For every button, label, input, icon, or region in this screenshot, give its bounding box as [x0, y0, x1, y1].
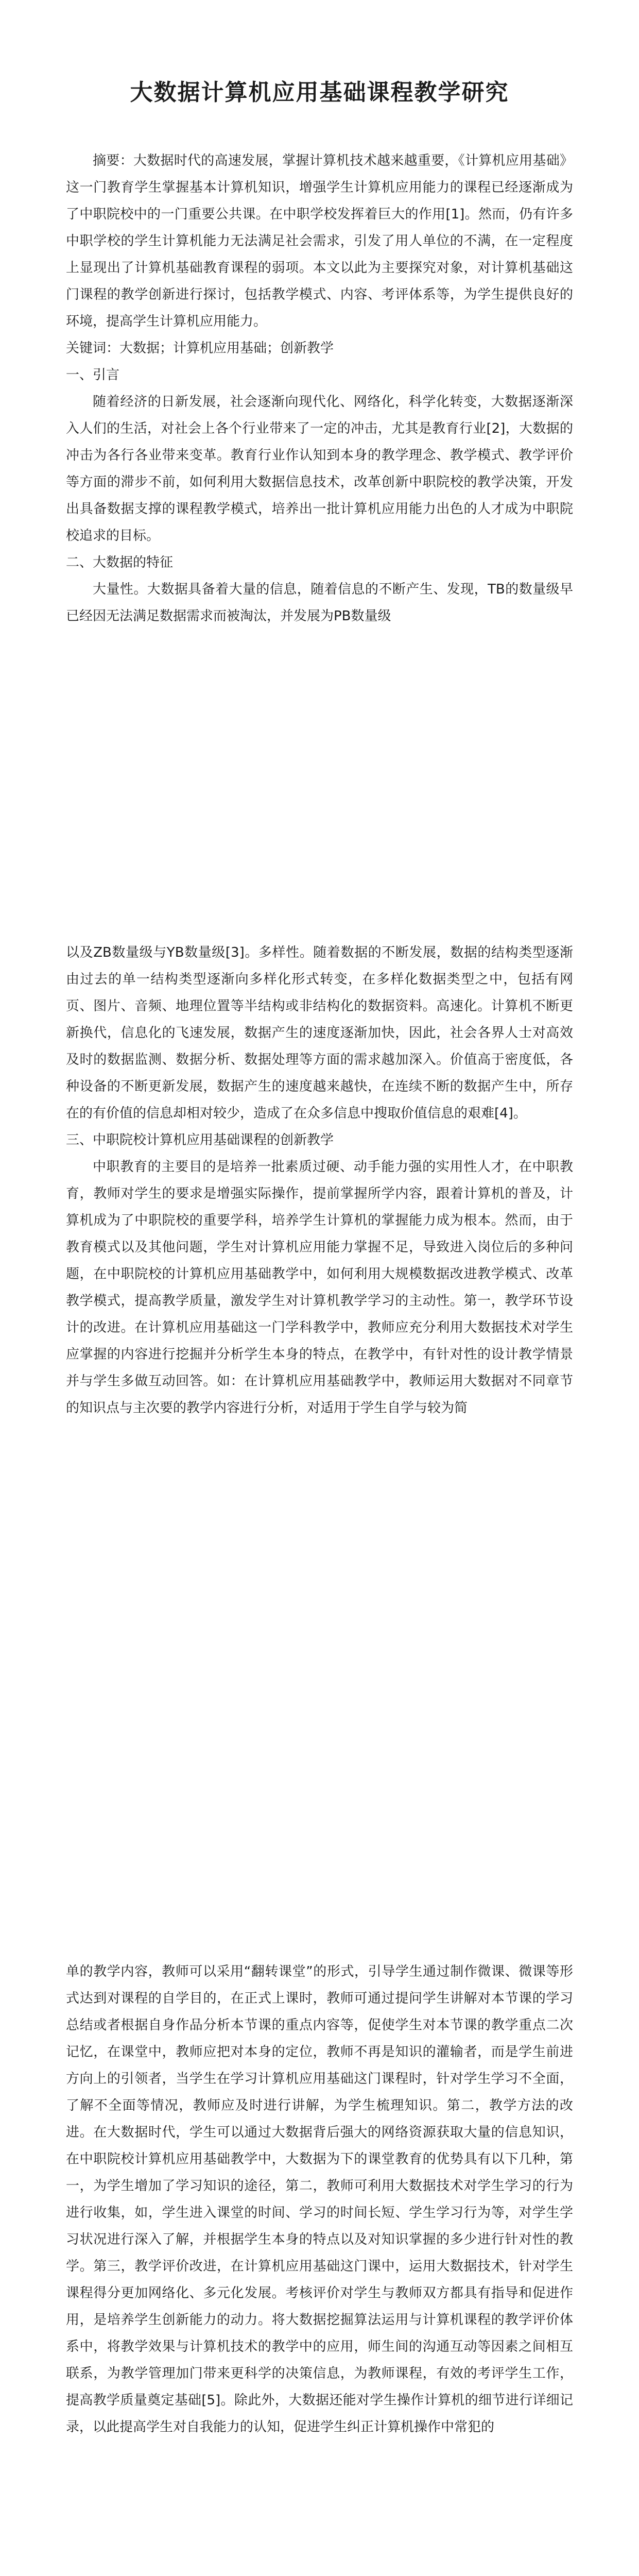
- features-paragraph-part-1: 大量性。大数据具备着大量的信息，随着信息的不断产生、发现，TB的数量级早已经因无法满足数据需求而被淘汰，并发展为PB数量级: [66, 582, 573, 624]
- features-paragraph-part-2: 以及ZB数量级与YB数量级[3]。多样性。随着数据的不断发展，数据的结构类型逐渐由过去的单一结构类型逐渐向多样化形式转变，在多样化数据类型之中，包括有网页、图片、音频、地理位置等半结构或非结构化的数据资料。高速化。计算机不断更新换代，信息化的飞速发展，数据产生的速度逐渐加快，因此，社会各界人士对高效及时的数据监测、数据分析、数据处理等方面的需求越加深入。价值高于密度低，各种设备的不断更新发展，数据产生的速度越来越快，在连续不断的数据产生中，所存在的有价值的信息却相对较少，造成了在众多信息中搜取价值信息的艰难[4]。: [66, 945, 573, 1121]
- text-block-2: [66, 939, 573, 1421]
- text-block-1: [66, 147, 573, 630]
- section-heading-innovation: 三、中职院校计算机应用基础课程的创新教学: [66, 1132, 334, 1148]
- section-heading-features: 二、大数据的特征: [66, 555, 174, 570]
- introduction-paragraph: 随着经济的日新发展，社会逐渐向现代化、网络化，科学化转变，大数据逐渐深入人们的生活，对社会上各个行业带来了一定的冲击，尤其是教育行业[2]，大数据的冲击为各行各业带来变革。教育行业作认知到本身的教学理念、教学模式、教学评价等方面的滞步不前，如何利用大数据信息技术，改革创新中职院校的教学决策，开发出具备数据支撑的课程教学模式，培养出一批计算机应用能力出色的人才成为中职院校追求的目标。: [66, 394, 573, 544]
- text-block-3: [66, 1958, 573, 2441]
- innovation-paragraph-part-2: 单的教学内容，教师可以采用“翻转课堂”的形式，引导学生通过制作微课、微课等形式达到对课程的自学目的，在正式上课时，教师可通过提问学生讲解对本节课的学习总结或者根据自身作品分析本节课的重点内容等，促使学生对本节课的教学重点二次记忆，在课堂中，教师应把对本身的定位，教师不再是知识的灌输者，而是学生前进方向上的引领者，当学生在学习计算机应用基础这门课程时，针对学生学习不全面，了解不全面等情况，教师应及时进行讲解，为学生梳理知识。第二，教学方法的改进。在大数据时代，学生可以通过大数据背后强大的网络资源获取大量的信息知识，在中职院校计算机应用基础教学中，大数据为下的课堂教育的优势具有以下几种，第一，为学生增加了学习知识的途径，第二，教师可利用大数据技术对学生学习的行为进行收集，如，学生进入课堂的时间、学习的时间长短、学生学习行为等，对学生学习状况进行深入了解，并根据学生本身的特点以及对知识掌握的多少进行针对性的教学。第三，教学评价改进，在计算机应用基础这门课中，运用大数据技术，针对学生课程得分更加网络化、多元化发展。考核评价对学生与教师双方都具有指导和促进作用，是培养学生创新能力的动力。将大数据挖掘算法运用与计算机课程的教学评价体系中，将教学效果与计算机技术的教学中的应用，师生间的沟通互动等因素之间相互联系，为教学管理加门带来更科学的决策信息，为教师课程，有效的考评学生工作，提高教学质量奠定基础[5]。除此外，大数据还能对学生操作计算机的细节进行详细记录，以此提高学生对自我能力的认知，促进学生纠正计算机操作中常犯的: [66, 1964, 573, 2435]
- abstract: 摘要：大数据时代的高速发展，掌握计算机技术越来越重要，《计算机应用基础》这一门教育学生掌握基本计算机知识，增强学生计算机应用能力的课程已经逐渐成为了中职院校中的一门重要公共课。在中职学校发挥着巨大的作用[1]。然而，仍有许多中职学校的学生计算机能力无法满足社会需求，引发了用人单位的不满，在一定程度上显现出了计算机基础教育课程的弱项。本文以此为主要探究对象，对计算机基础这门课程的教学创新进行探讨，包括教学模式、内容、考评体系等，为学生提供良好的环境，提高学生计算机应用能力。: [66, 153, 573, 329]
- innovation-paragraph-part-1: 中职教育的主要目的是培养一批素质过硬、动手能力强的实用性人才，在中职教育，教师对学生的要求是增强实际操作，提前掌握所学内容，跟着计算机的普及，计算机成为了中职院校的重要学科，培养学生计算机的掌握能力成为根本。然而，由于教育模式以及其他问题，学生对计算机应用能力掌握不足，导致进入岗位后的多种问题，在中职院校的计算机应用基础教学中，如何利用大规模数据改进教学模式、改革教学模式，提高教学质量，激发学生对计算机教学学习的主动性。第一，教学环节设计的改进。在计算机应用基础这一门学科教学中，教师应充分利用大数据技术对学生应掌握的内容进行挖掘并分析学生本身的特点，在教学中，有针对性的设计教学情景并与学生多做互动回答。如：在计算机应用基础教学中，教师运用大数据对不同章节的知识点与主次要的教学内容进行分析，对适用于学生自学与较为简: [66, 1159, 573, 1416]
- paper-title: 大数据计算机应用基础课程教学研究: [130, 79, 509, 106]
- section-heading-introduction: 一、引言: [66, 367, 120, 383]
- keywords: 关键词：大数据；计算机应用基础；创新教学: [66, 341, 334, 356]
